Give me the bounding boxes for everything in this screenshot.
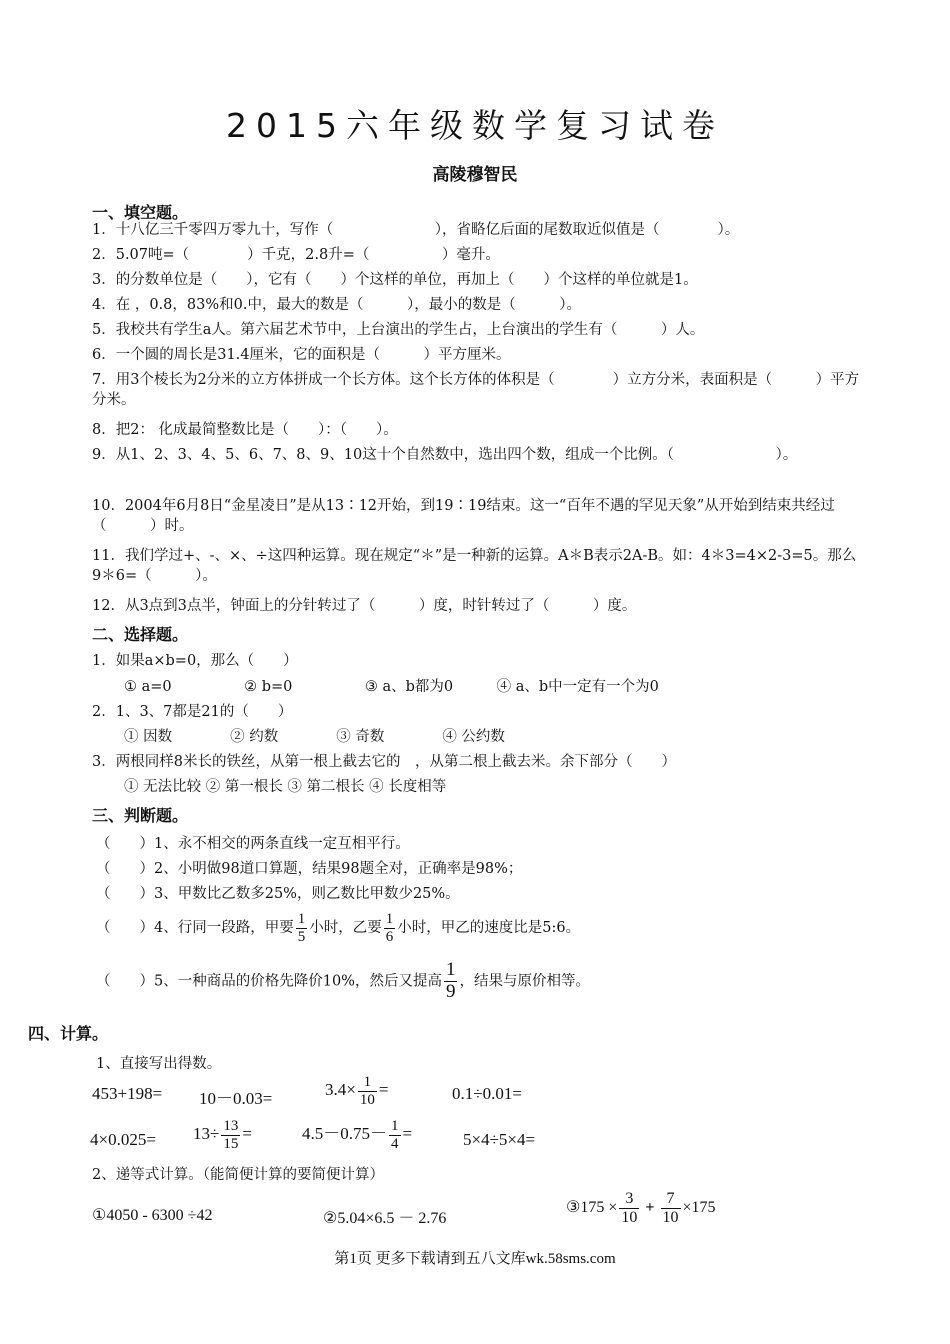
judge-item-3: （ ）3、甲数比乙数多25%，则乙数比甲数少25%。 xyxy=(96,886,460,902)
choice-question-2: 2．1、3、7都是21的（ ） xyxy=(92,704,293,720)
question-1-7: 7．用3个棱长为2分米的立方体拼成一个长方体。这个长方体的体积是（ ）立方分米，表面积是（ ）平方分米。 xyxy=(92,372,860,408)
calc-item-6 xyxy=(193,1118,252,1152)
calc-item-4: 0.1÷0.01= xyxy=(452,1084,522,1103)
calc-item-3 xyxy=(325,1074,388,1108)
calc-item-2: 10－0.03= xyxy=(199,1089,273,1108)
judge-item-2: （ ）2、小明做98道口算题，结果98题全对，正确率是98%； xyxy=(96,861,523,877)
choice-question-1-options: ① a=0 ② b=0 ③ a、b都为0 ④ a、b中一定有一个为0 xyxy=(124,679,659,695)
calc-item-3-a: 3.4× xyxy=(325,1079,356,1099)
fraction-one-sixth xyxy=(384,911,396,945)
fraction-denominator: 6 xyxy=(385,928,394,945)
question-1-6: 6．一个圆的周长是31.4厘米，它的面积是（ ）平方厘米。 xyxy=(92,347,511,363)
question-1-12: 12．从3点到3点半，钟面上的分针转过了（ ）度，时针转过了（ ）度。 xyxy=(92,598,637,614)
expression-3 xyxy=(566,1190,716,1226)
choice-question-1: 1．如果a×b=0，那么（ ） xyxy=(92,653,298,669)
choice-question-2-options: ① 因数 ② 约数 ③ 奇数 ④ 公约数 xyxy=(124,729,505,745)
fraction-numerator: 1 xyxy=(297,911,306,927)
fraction-numerator: 13 xyxy=(223,1118,239,1134)
section-fill-blank-heading: 一、填空题。 xyxy=(92,203,189,222)
fraction-denominator: 5 xyxy=(297,928,306,945)
fraction-denominator: 10 xyxy=(662,1208,679,1226)
expression-1: ①4050 - 6300 ÷42 xyxy=(92,1207,213,1224)
question-1-2: 2．5.07吨=（ ）千克，2.8升=（ ）毫升。 xyxy=(92,247,500,263)
question-1-1: 1．十八亿三千零四万零九十，写作（ ），省略亿后面的尾数取近似值是（ ）。 xyxy=(92,222,740,238)
question-1-11: 11．我们学过+、-、×、÷这四种运算。现在规定“＊”是一种新的运算。A＊B表示2A-B。如：4＊3=4×2-3=5。那么9＊6=（ ）。 xyxy=(92,548,857,584)
fraction-denominator: 10 xyxy=(621,1208,638,1226)
question-1-5: 5．我校共有学生a人。第六届艺术节中，上台演出的学生占，上台演出的学生有（ ）人。 xyxy=(92,322,705,338)
fraction-thirteen-fifteenths xyxy=(221,1118,240,1152)
choice-question-3: 3．两根同样8米长的铁丝，从第一根上截去它的 ，从第二根上截去米。余下部分（ ） xyxy=(92,754,676,770)
calc-item-7-a: 4.5－0.75－ xyxy=(302,1123,387,1143)
calc-item-6-a: 13÷ xyxy=(193,1123,220,1143)
question-1-4: 4．在 ，0.8，83%和0.中，最大的数是（ ），最小的数是（ ）。 xyxy=(92,297,581,313)
page-footer: 第1页 更多下载请到五八文库wk.58sms.com xyxy=(334,1251,616,1267)
calc-sub-heading-2: 2、递等式计算。（能简便计算的要简便计算） xyxy=(92,1167,384,1183)
section-judge-heading: 三、判断题。 xyxy=(92,806,189,825)
calc-item-6-b: = xyxy=(242,1123,252,1143)
calc-item-8: 5×4÷5×4= xyxy=(463,1130,536,1149)
fraction-denominator: 9 xyxy=(445,980,456,1002)
section-choice-heading: 二、选择题。 xyxy=(92,625,189,644)
question-1-10: 10．2004年6月8日“金星凌日”是从13∶12开始，到19∶19结束。这一“百年不遇的罕见天象”从开始到结束共经过（ ）时。 xyxy=(92,498,835,534)
calc-item-1: 453+198= xyxy=(92,1084,163,1103)
calc-sub-heading-1: 1、直接写出得数。 xyxy=(96,1056,222,1072)
calc-item-3-b: = xyxy=(378,1079,389,1099)
fraction-numerator: 1 xyxy=(445,959,456,980)
fraction-numerator: 7 xyxy=(661,1190,681,1209)
fraction-seven-tenths xyxy=(661,1190,681,1226)
section-calc-heading: 四、计算。 xyxy=(28,1024,109,1043)
fraction-denominator: 10 xyxy=(359,1091,375,1108)
question-1-9: 9．从1、2、3、4、5、6、7、8、9、10这十个自然数中，选出四个数，组成一个比例。（ ）。 xyxy=(92,447,798,463)
fraction-numerator: 1 xyxy=(385,911,394,927)
judge-item-1: （ ）1、永不相交的两条直线一定互相平行。 xyxy=(96,836,410,852)
fraction-one-fifth xyxy=(296,911,308,945)
page-title: 2015六年级数学复习试卷 xyxy=(226,106,724,145)
fraction-denominator: 15 xyxy=(223,1135,239,1152)
judge-item-4-text-a: （ ）4、行同一段路，甲要 xyxy=(96,920,294,936)
judge-item-4-text-c: 小时，甲乙的速度比是5:6。 xyxy=(397,920,581,936)
expression-3-a: ③175 × xyxy=(566,1198,618,1216)
calc-item-7 xyxy=(302,1118,412,1152)
author-name: 高陵穆智民 xyxy=(432,165,518,185)
fraction-one-ninth xyxy=(444,960,458,1003)
calc-item-7-b: = xyxy=(402,1123,413,1143)
question-1-3: 3．的分数单位是（ ），它有（ ）个这样的单位，再加上（ ）个这样的单位就是1。 xyxy=(92,272,698,288)
calc-item-5: 4×0.025= xyxy=(90,1130,156,1149)
fraction-one-quarter xyxy=(389,1118,401,1152)
judge-item-5 xyxy=(96,960,590,1003)
fraction-denominator: 4 xyxy=(391,1135,399,1152)
judge-item-5-text-b: ，结果与原价相等。 xyxy=(459,973,590,990)
question-1-8: 8．把2： 化成最简整数比是（ ）：（ ）。 xyxy=(92,422,398,438)
plus-sign: + xyxy=(645,1198,655,1216)
fraction-numerator: 3 xyxy=(619,1190,639,1209)
judge-item-4 xyxy=(96,911,580,945)
expression-2: ②5.04×6.5 － 2.76 xyxy=(323,1210,447,1227)
expression-3-c: ×175 xyxy=(682,1198,716,1216)
judge-item-4-text-b: 小时，乙要 xyxy=(309,920,382,936)
fraction-numerator: 1 xyxy=(358,1074,377,1092)
choice-question-3-options: ① 无法比较 ② 第一根长 ③ 第二根长 ④ 长度相等 xyxy=(124,779,447,795)
fraction-one-tenth xyxy=(358,1074,377,1108)
fraction-three-tenths xyxy=(619,1190,639,1226)
fraction-numerator: 1 xyxy=(391,1118,399,1134)
judge-item-5-text-a: （ ）5、一种商品的价格先降价10%，然后又提高 xyxy=(96,973,442,990)
